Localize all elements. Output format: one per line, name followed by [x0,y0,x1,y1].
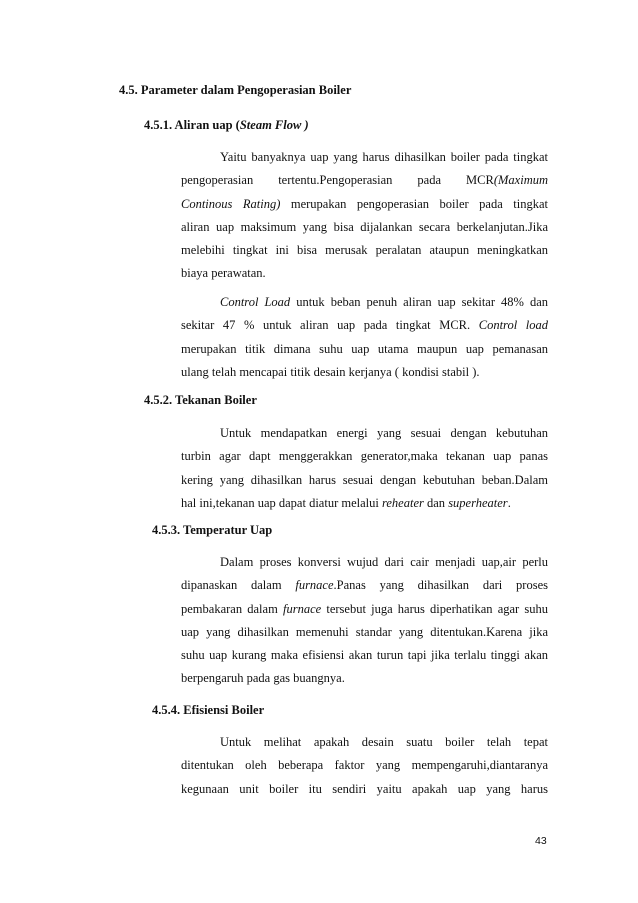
text-line: Control Load untuk beban penuh aliran uap sekitar 48% dan [220,295,549,309]
text-line: ditentukan oleh beberapa faktor yang mempengaruhi,diantaranya [181,758,548,773]
text-line: kering yang dihasilkan harus sesuai dengan kebutuhan beban.Dalam [181,472,548,487]
sub4-heading-text: 4.5.4. Efisiensi Boiler [152,703,265,717]
text-line: Yaitu banyaknya uap yang harus dihasilkan boiler pada tingkat [220,150,548,164]
page-number: 43 [535,835,547,847]
sub2-heading [144,393,257,408]
text-line: melebihi tingkat ini bisa merusak peralatan ataupun meningkatkan [181,243,548,258]
text-line: turbin agar dapt menggerakkan generator,maka tekanan uap panas [181,449,548,464]
sub2-paragraph-1 [181,422,548,515]
text-line: hal ini,tekanan uap dapat diatur melalui reheater dan superheater. [181,495,511,510]
text-line: sekitar 47 % untuk aliran uap pada tingkat MCR. Control load [181,318,548,333]
sub1-heading-prefix: 4.5.1. Aliran uap ( [144,118,240,132]
text-line: kegunaan unit boiler itu sendiri yaitu apakah uap yang harus [181,781,548,796]
text-line: suhu uap kurang maka efisiensi akan turun tapi jika terlalu tinggi akan [181,648,548,663]
text-line: ulang telah mencapai titik desain kerjanya ( kondisi stabil ). [181,364,480,379]
text-line: pembakaran dalam furnace tersebut juga harus diperhatikan agar suhu [181,601,549,616]
sub1-paragraph-2 [181,291,548,384]
text-line: dipanaskan dalam furnace.Panas yang dihasilkan dari proses [181,578,548,593]
text-line: Dalam proses konversi wujud dari cair menjadi uap,air perlu [220,555,548,569]
text-line: uap yang dihasilkan memenuhi standar yang ditentukan.Karena jika [181,624,548,639]
sub1-paragraph-1 [181,146,548,286]
text-line: Untuk mendapatkan energi yang sesuai dengan kebutuhan [220,426,548,440]
section-heading [119,83,351,98]
sub1-heading-em: Steam Flow ) [239,118,309,132]
text-line: merupakan titik dimana suhu uap utama maupun uap pemanasan [181,341,548,356]
sub3-heading-text: 4.5.3. Temperatur Uap [152,523,273,537]
sub4-paragraph-1 [181,731,548,801]
section-heading-text: 4.5. Parameter dalam Pengoperasian Boiler [119,83,352,97]
sub1-heading [144,118,309,133]
text-line: berpengaruh pada gas buangnya. [181,671,345,686]
text-line: aliran uap maksimum yang bisa dijalankan secara berkelanjutan.Jika [181,219,548,234]
text-line: biaya perawatan. [181,266,266,281]
text-line: Untuk melihat apakah desain suatu boiler telah tepat [220,735,548,749]
sub4-heading [152,703,264,718]
text-line: pengoperasian tertentu.Pengoperasian pada MCR(Maximum [181,173,548,188]
sub3-heading [152,523,272,538]
sub2-heading-text: 4.5.2. Tekanan Boiler [144,393,257,407]
text-line: Continous Rating) merupakan pengoperasian boiler pada tingkat [181,196,548,211]
sub3-paragraph-1 [181,551,548,691]
